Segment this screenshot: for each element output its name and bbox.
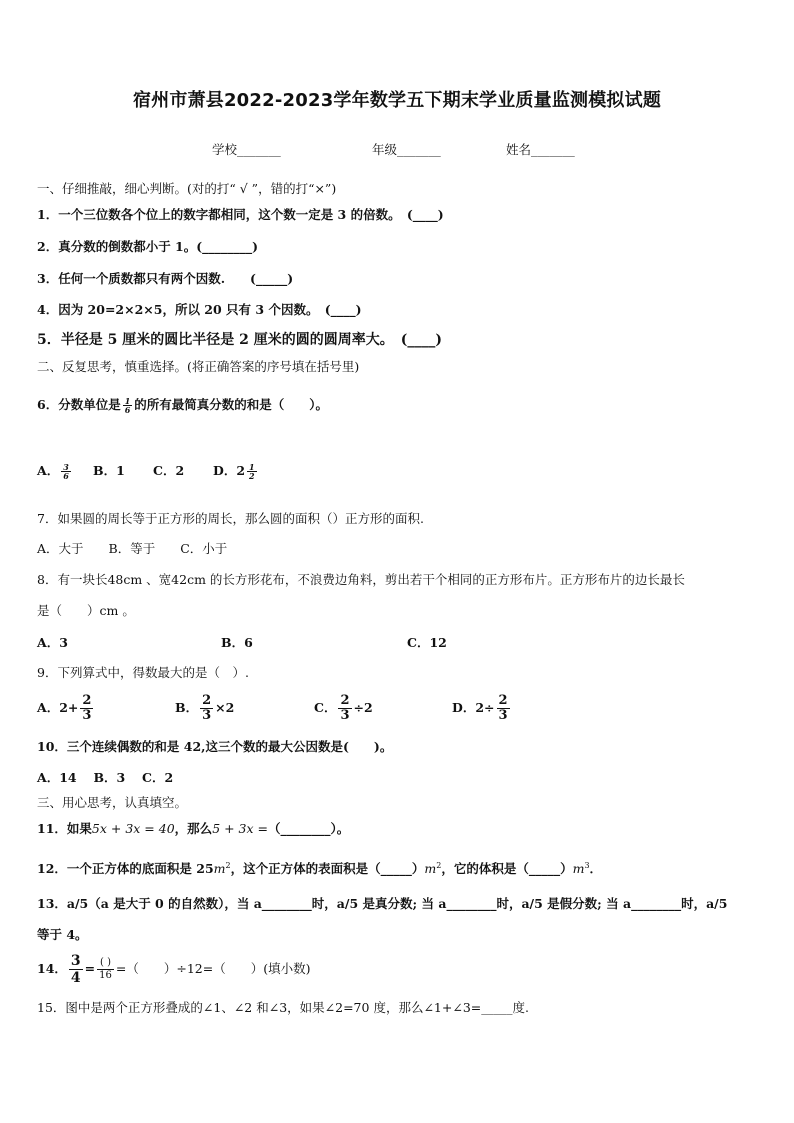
- question-1: 1．一个三位数各个位上的数字都相同，这个数一定是 3 的倍数。 (____): [37, 207, 444, 222]
- q9-option-b[interactable]: B． $\frac{2}{3}$ ×2: [175, 693, 235, 723]
- exam-title: 宿州市萧县2022-2023学年数学五下期末学业质量监测模拟试题: [132, 90, 662, 111]
- question-14: 14． $\frac{3}{4}$ = $\frac{( )}{16}$ =（ ）÷12=（ ）(填小数): [37, 953, 311, 986]
- q6-post: 的所有最简真分数的和是（ ）。: [134, 397, 329, 412]
- question-15: 15．图中是两个正方形叠成的∠1、∠2 和∠3，如果∠2=70 度，那么∠1+∠3=_____度.: [37, 1000, 529, 1015]
- q8-option-c[interactable]: C．12: [407, 635, 447, 650]
- q6-option-c[interactable]: C．2: [153, 463, 185, 478]
- student-info-row: [0, 140, 794, 160]
- q6-option-b[interactable]: B．1: [93, 463, 125, 478]
- question-2: 2．真分数的倒数都小于 1。(________): [37, 239, 259, 254]
- q11-answer-blank[interactable]: （________）。: [268, 821, 350, 836]
- question-7: 7．如果圆的周长等于正方形的周长，那么圆的面积（）正方形的面积.: [37, 511, 424, 526]
- section-3-heading: 三、用心思考，认真填空。: [37, 795, 188, 810]
- q9-option-a[interactable]: A．2+ $\frac{2}{3}$: [37, 693, 92, 723]
- q6-option-a[interactable]: A． $\frac{3}{6}$: [37, 462, 69, 481]
- question-4: 4．因为 20=2×2×5，所以 20 只有 3 个因数。 (____): [37, 302, 362, 317]
- section-2-heading: 二、反复思考，慎重选择。(将正确答案的序号填在括号里): [37, 359, 360, 374]
- question-6: [37, 396, 328, 414]
- q11-equation-1: 5x + 3x = 40: [91, 821, 175, 836]
- question-9: 9．下列算式中，得数最大的是（ ）.: [37, 665, 249, 680]
- q10-options[interactable]: A．14 B．3 C．2: [37, 770, 174, 785]
- q9-option-c[interactable]: C． $\frac{2}{3}$ ÷2: [314, 693, 373, 723]
- question-12: 12．一个正方体的底面积是 $25m^2$，这个正方体的表面积是$(\_\_\_\_\_)m^2$，它的体积是$(\_\_\_\_\_)m^3$．: [37, 861, 603, 877]
- q9-options: [37, 694, 757, 728]
- question-13-line-2: 等于 4。: [37, 927, 88, 942]
- question-10: 10．三个连续偶数的和是 42,这三个数的最大公因数是( )。: [37, 739, 393, 754]
- q14-fraction-blank[interactable]: $\frac{( )}{16}$: [99, 957, 112, 981]
- q8-option-b[interactable]: B．6: [221, 635, 253, 650]
- q11-equation-2: 5 + 3x =: [212, 821, 269, 836]
- question-8-line-1: 8．有一块长48cm 、宽42cm 的长方形花布，不浪费边角料，剪出若干个相同的正方形布片。正方形布片的边长最长: [37, 572, 685, 587]
- question-11: 11．如果5x + 3x = 40，那么5 + 3x =（________）。: [37, 821, 350, 836]
- name-field[interactable]: 姓名_______: [506, 142, 575, 157]
- q6-pre: 6．分数单位是: [37, 397, 121, 412]
- q6-fraction: $\frac{1}{6}$: [124, 396, 131, 415]
- question-5: 5．半径是 5 厘米的圆比半径是 2 厘米的圆的圆周率大。 (____): [37, 332, 442, 348]
- q8-option-a[interactable]: A．3: [37, 635, 68, 650]
- q9-option-d[interactable]: D．2÷ $\frac{2}{3}$: [452, 693, 508, 723]
- question-13-line-1: 13．a/5（a 是大于 0 的自然数），当 a________时，a/5 是真分数; 当 a________时，a/5 是假分数; 当 a________时，a/5: [37, 896, 728, 911]
- question-8-line-2: 是（ ）cm 。: [37, 603, 135, 618]
- section-1-heading: 一、仔细推敲，细心判断。(对的打“ √ ”，错的打“×”): [37, 181, 337, 196]
- school-field[interactable]: 学校_______: [212, 142, 281, 157]
- q7-options[interactable]: A．大于 B．等于 C．小于: [37, 541, 228, 556]
- question-3: 3．任何一个质数都只有两个因数. (_____): [37, 271, 294, 286]
- q6-option-d[interactable]: D．2 $\frac{1}{2}$: [213, 462, 255, 481]
- grade-field[interactable]: 年级_______: [372, 142, 441, 157]
